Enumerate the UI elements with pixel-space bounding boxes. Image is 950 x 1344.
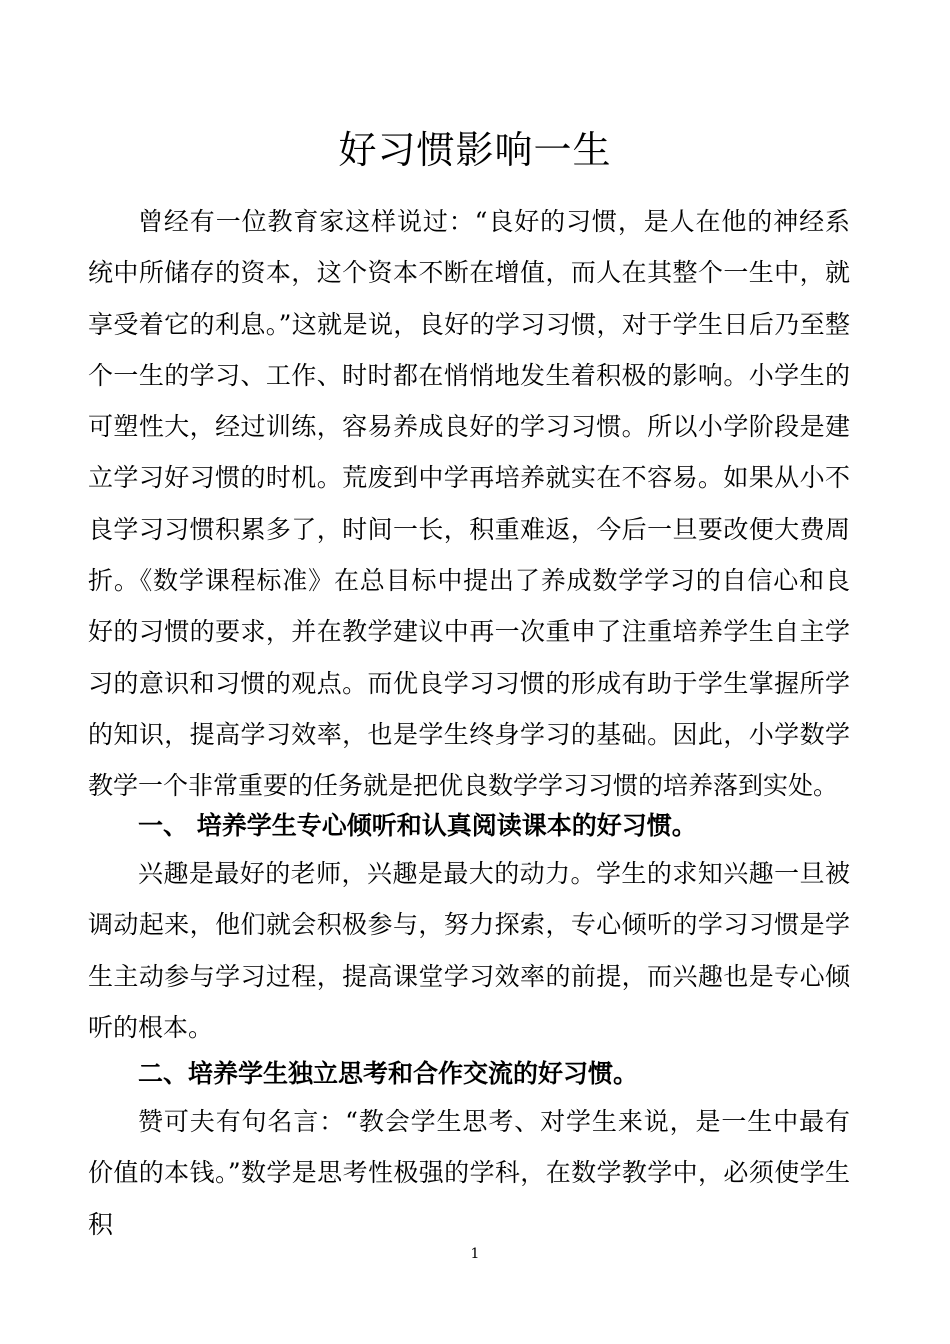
page-number: 1 <box>470 1246 480 1262</box>
paragraph-intro: 曾经有一位教育家这样说过：“良好的习惯，是人在他的神经系统中所储存的资本，这个资本不断在增值，而人在其整个一生中，就享受着它的利息。”这就是说，良好的学习习惯，对于学生日后乃至整个一生的学习、工作、时时都在悄悄地发生着积极的影响。小学生的可塑性大，经过训练，容易养成良好的学习习惯。所以小学阶段是建立学习好习惯的时机。荒废到中学再培养就实在不容易。如果从小不良学习习惯积累多了，时间一长，积重难返，今后一旦要改便大费周折。《数学课程标准》在总目标中提出了养成数学学习的自信心和良好的习惯的要求，并在教学建议中再一次重申了注重培养学生自主学习的意识和习惯的观点。而优良学习习惯的形成有助于学生掌握所学的知识，提高学习效率，也是学生终身学习的基础。因此，小学数学教学一个非常重要的任务就是把优良数学学习习惯的培养落到实处。 <box>88 207 850 801</box>
paragraph-thinking: 赞可夫有句名言：“教会学生思考、对学生来说，是一生中最有价值的本钱。”数学是思考性极强的学科，在数学教学中，必须使学生积 <box>88 1107 850 1239</box>
section-heading-1: 一、 培养学生专心倾听和认真阅读课本的好习惯。 <box>138 811 697 840</box>
paragraph-listening: 兴趣是最好的老师，兴趣是最大的动力。学生的求知兴趣一旦被调动起来，他们就会积极参与，努力探索，专心倾听的学习习惯是学生主动参与学习过程，提高课堂学习效率的前提，而兴趣也是专心倾听的根本。 <box>88 859 850 1042</box>
document-title: 好习惯影响一生 <box>338 128 612 172</box>
section-heading-2: 二、培养学生独立思考和合作交流的好习惯。 <box>138 1059 639 1088</box>
